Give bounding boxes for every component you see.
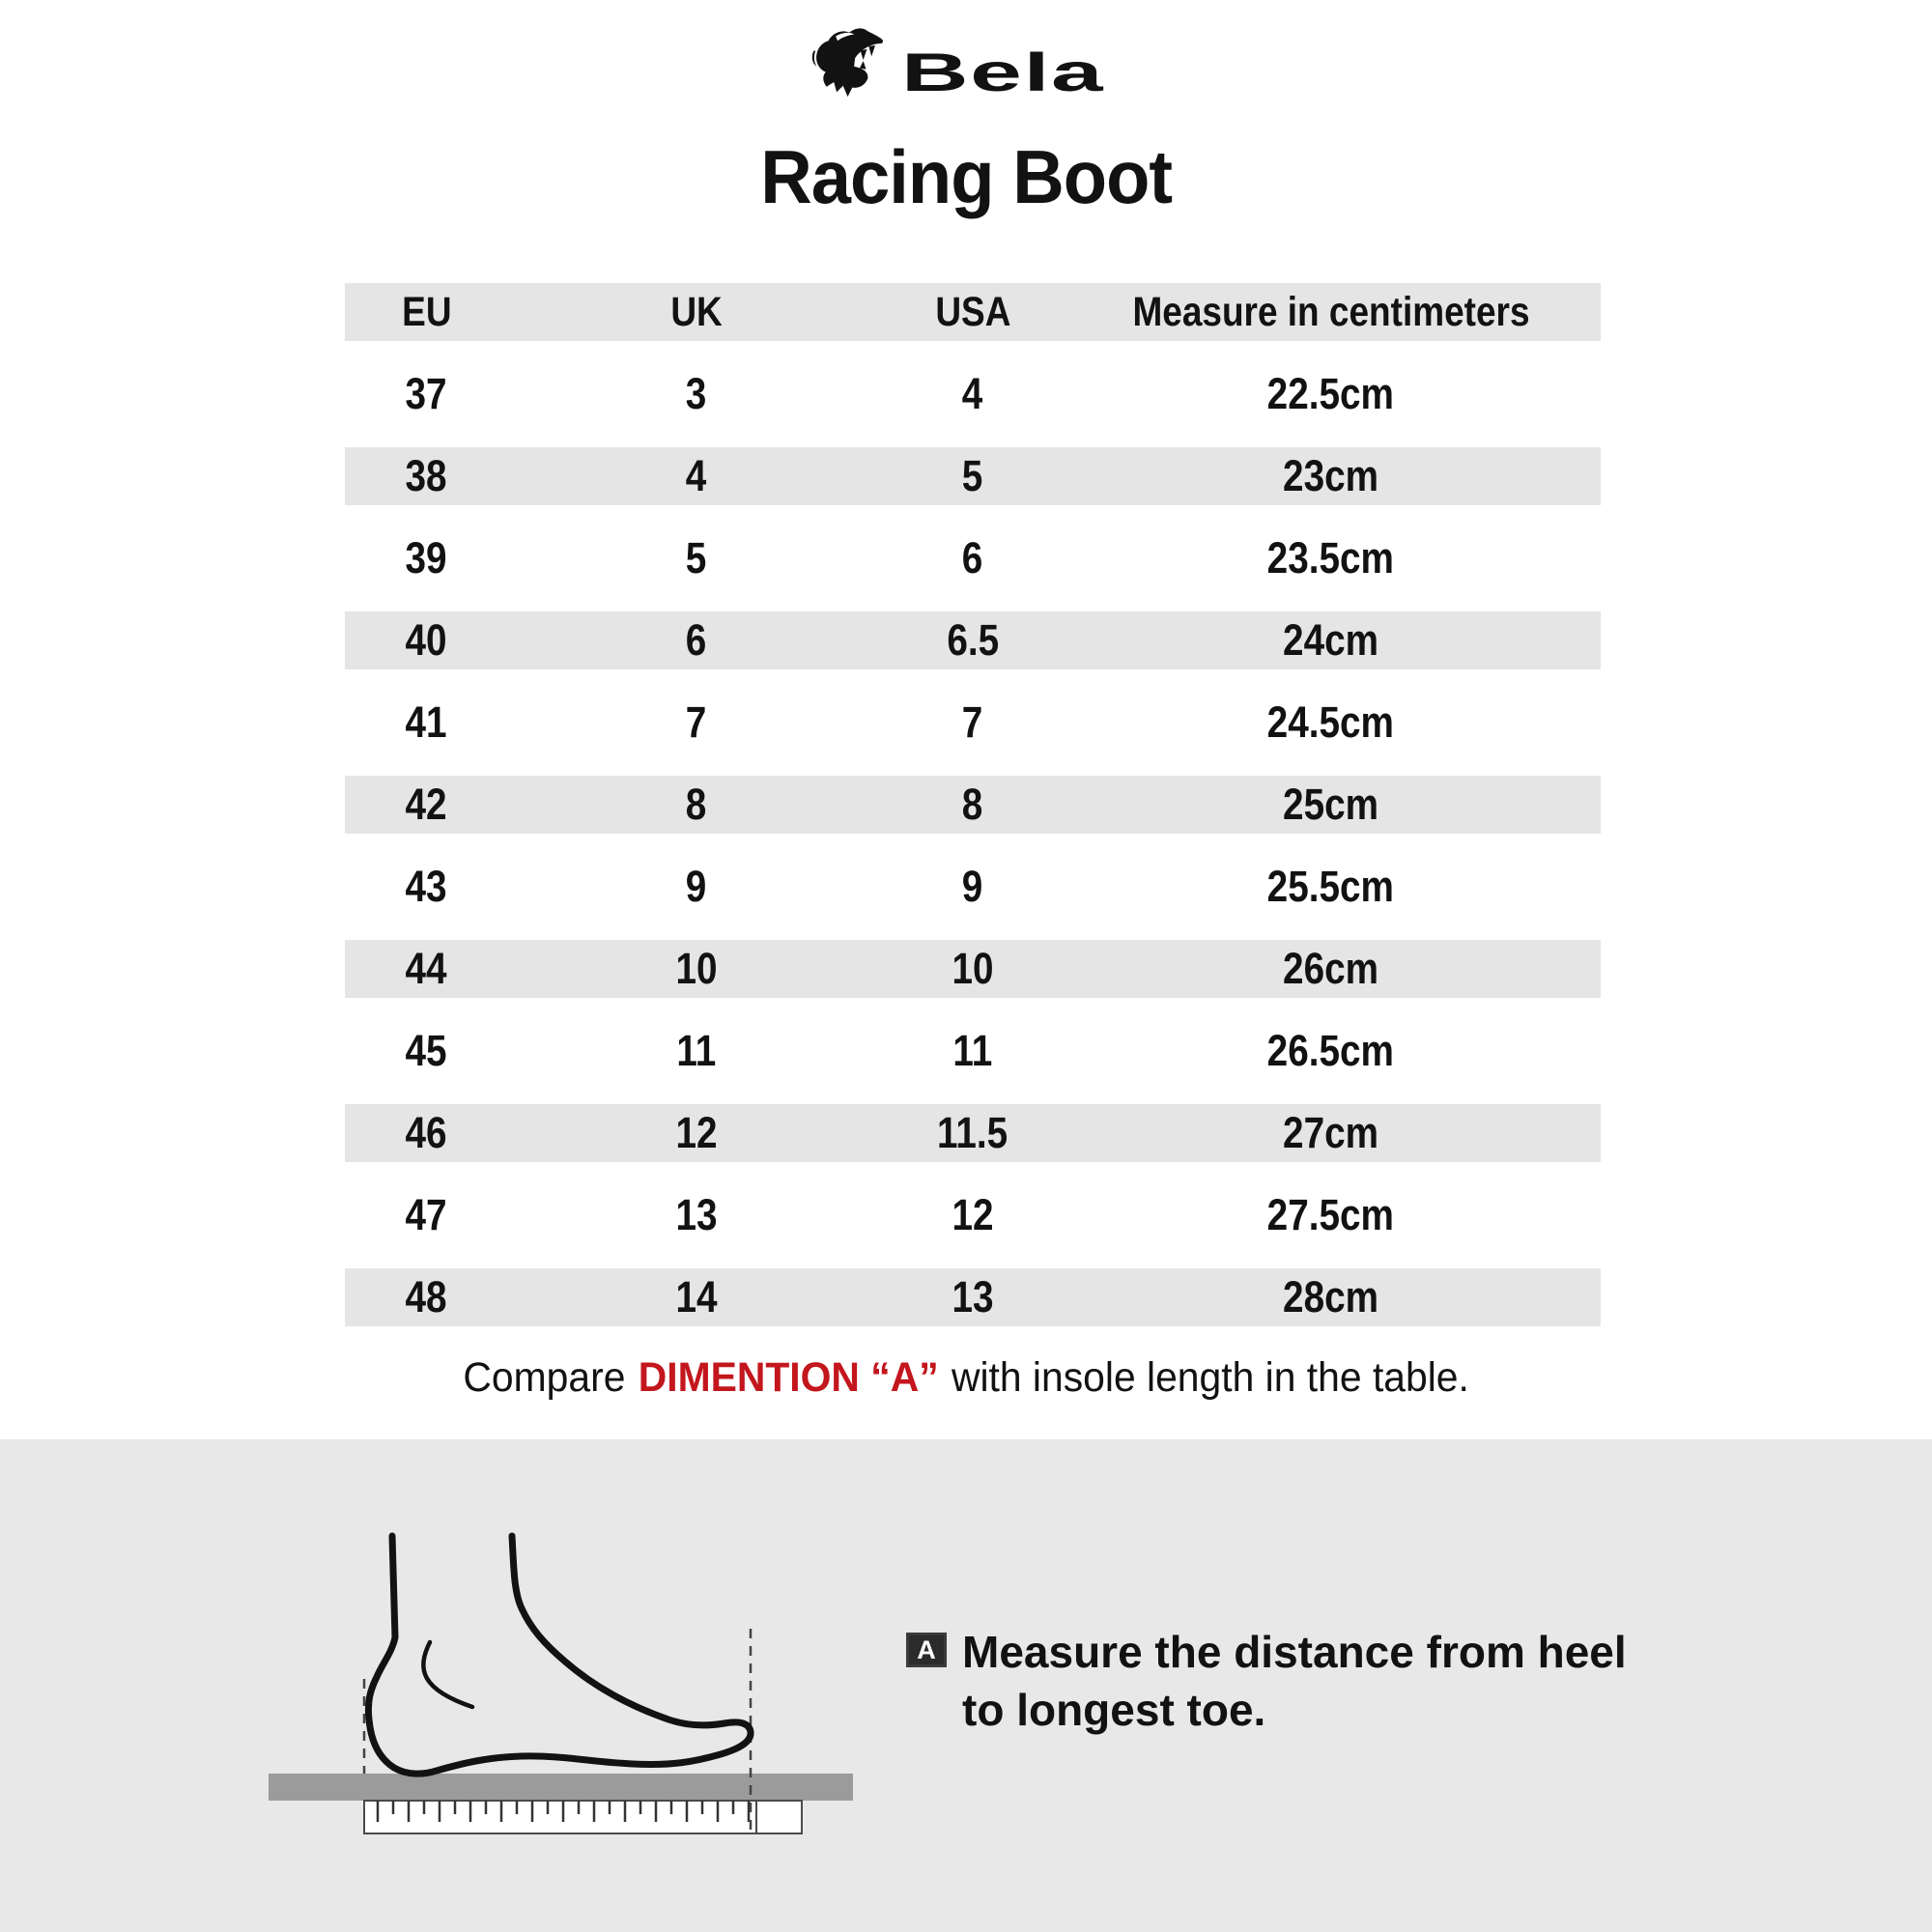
size-cell: 24.5cm — [1266, 697, 1395, 747]
compare-prefix: Compare — [463, 1354, 626, 1401]
size-cell: 8 — [962, 780, 983, 829]
size-cell: 46 — [405, 1108, 448, 1157]
size-cell: 42 — [405, 780, 448, 829]
size-cell: 4 — [962, 369, 983, 418]
measure-instruction-line1: Measure the distance from heel — [962, 1627, 1627, 1677]
size-cell: 22.5cm — [1266, 369, 1395, 418]
size-cell: 43 — [405, 862, 448, 911]
column-header-eu: EU — [401, 288, 452, 335]
size-cell: 10 — [675, 944, 718, 993]
foot-measure-diagram-icon — [0, 1439, 966, 1932]
size-cell: 48 — [405, 1272, 448, 1321]
measure-instruction-line2: to longest toe. — [962, 1685, 1266, 1735]
size-cell: 38 — [405, 451, 448, 500]
size-cell: 39 — [405, 533, 448, 582]
table-row — [345, 1022, 1601, 1080]
size-cell: 25.5cm — [1266, 862, 1395, 911]
measure-section — [0, 1439, 1932, 1932]
dimension-a-badge: A — [906, 1633, 947, 1667]
table-row — [345, 776, 1601, 834]
table-row — [345, 694, 1601, 752]
size-cell: 45 — [405, 1026, 448, 1075]
size-cell: 12 — [952, 1190, 994, 1239]
size-cell: 26.5cm — [1266, 1026, 1395, 1075]
table-row — [345, 858, 1601, 916]
size-cell: 3 — [686, 369, 707, 418]
size-cell: 41 — [405, 697, 448, 747]
size-cell: 6.5 — [947, 615, 999, 665]
size-cell: 28cm — [1283, 1272, 1378, 1321]
column-header-uk: UK — [670, 288, 723, 335]
size-cell: 11 — [952, 1026, 993, 1075]
size-cell: 14 — [675, 1272, 718, 1321]
size-cell: 37 — [405, 369, 448, 418]
size-cell: 44 — [405, 944, 448, 993]
table-header-row — [345, 283, 1601, 341]
bear-roar-icon — [802, 26, 894, 118]
size-cell: 6 — [962, 533, 983, 582]
size-cell: 7 — [686, 697, 707, 747]
brand-name: Bela — [900, 42, 1104, 102]
table-row — [345, 1268, 1601, 1326]
table-row — [345, 447, 1601, 505]
measure-instruction-text — [962, 1623, 1627, 1739]
size-cell: 5 — [686, 533, 707, 582]
compare-note — [0, 1354, 1932, 1402]
table-row — [345, 940, 1601, 998]
table-row — [345, 365, 1601, 423]
size-cell: 23.5cm — [1266, 533, 1395, 582]
size-cell: 6 — [686, 615, 707, 665]
size-cell: 27.5cm — [1266, 1190, 1395, 1239]
size-cell: 27cm — [1283, 1108, 1378, 1157]
foot-outline-icon — [368, 1536, 751, 1774]
size-cell: 13 — [952, 1272, 994, 1321]
size-cell: 13 — [675, 1190, 718, 1239]
measure-instruction — [906, 1623, 1627, 1739]
table-row — [345, 1186, 1601, 1244]
ruler-end-box — [756, 1801, 802, 1833]
column-header-usa: USA — [934, 288, 1011, 335]
size-cell: 11.5 — [937, 1108, 1009, 1157]
size-cell: 40 — [405, 615, 448, 665]
table-row — [345, 1104, 1601, 1162]
size-cell: 8 — [686, 780, 707, 829]
size-table-body — [345, 365, 1601, 1326]
compare-suffix: with insole length in the table. — [951, 1354, 1469, 1401]
size-cell: 47 — [405, 1190, 448, 1239]
size-cell: 5 — [962, 451, 983, 500]
size-table — [345, 283, 1601, 1326]
size-cell: 25cm — [1283, 780, 1378, 829]
page-title: Racing Boot — [760, 134, 1172, 219]
table-row — [345, 611, 1601, 669]
column-header-measure: Measure in centimeters — [1131, 288, 1530, 335]
size-cell: 26cm — [1283, 944, 1378, 993]
compare-highlight: DIMENTION “A” — [638, 1354, 939, 1401]
size-cell: 11 — [676, 1026, 717, 1075]
size-cell: 9 — [962, 862, 983, 911]
size-cell: 23cm — [1283, 451, 1378, 500]
table-row — [345, 529, 1601, 587]
size-cell: 7 — [962, 697, 983, 747]
floor-bar — [269, 1774, 853, 1801]
size-cell: 4 — [686, 451, 707, 500]
brand-logo — [0, 21, 1932, 123]
size-cell: 9 — [686, 862, 707, 911]
size-cell: 12 — [675, 1108, 718, 1157]
size-cell: 24cm — [1283, 615, 1378, 665]
size-cell: 10 — [952, 944, 994, 993]
